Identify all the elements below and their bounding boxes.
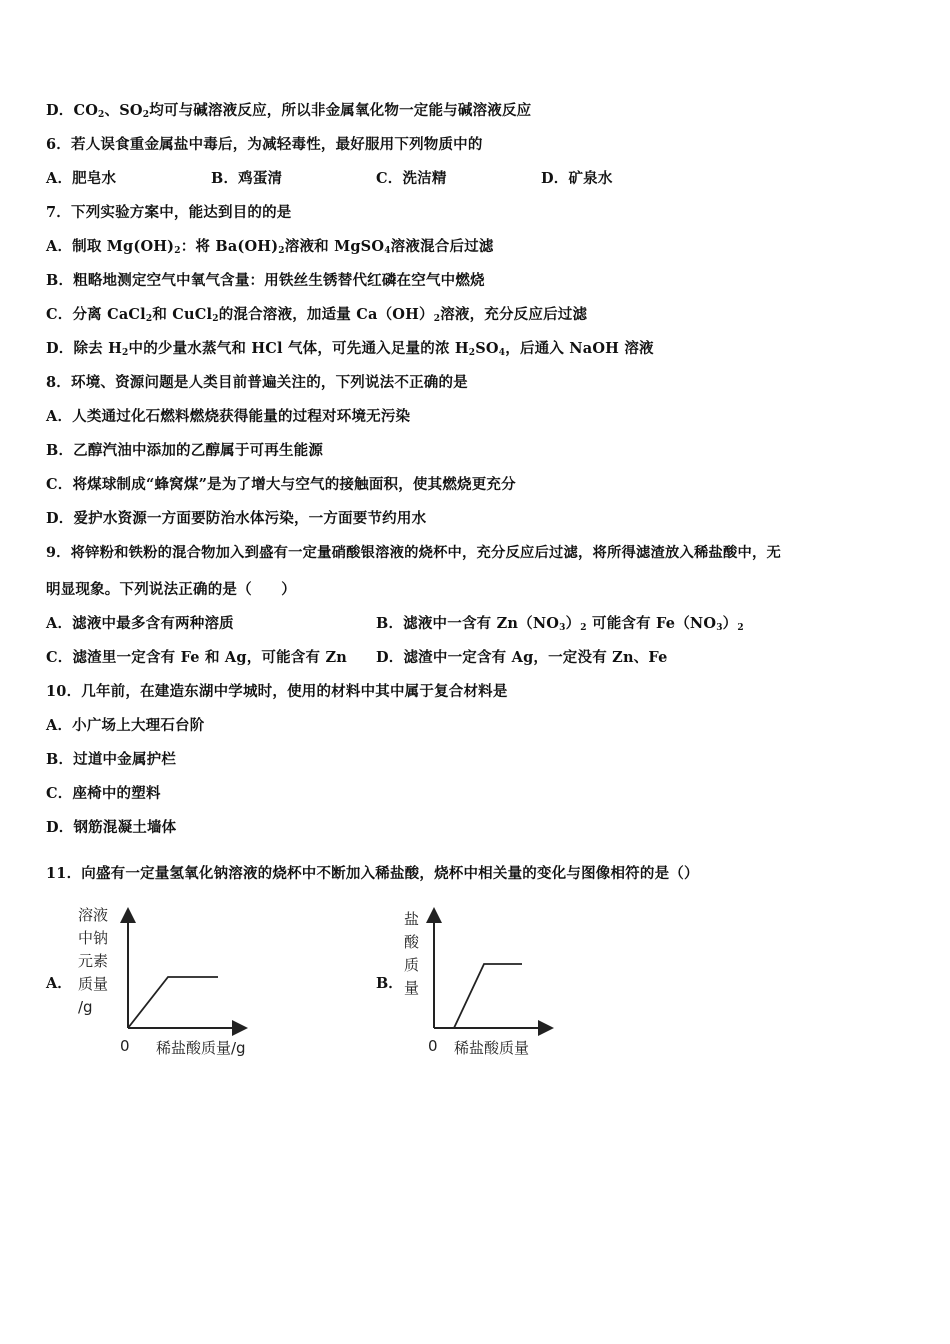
graph-b [428, 905, 558, 1035]
q9-stem-line1: 9．将锌粉和铁粉的混合物加入到盛有一定量硝酸银溶液的烧杯中，充分反应后过滤，将所得滤渣放入稀盐酸中，无 [46, 545, 781, 561]
text: C．分离 CaCl [46, 306, 146, 323]
q10-option-a: A．小广场上大理石台阶 [46, 717, 205, 734]
subscript: 2 [142, 110, 150, 120]
graph-a [120, 905, 250, 1035]
subscript: 4 [384, 246, 391, 256]
subscript: 4 [498, 348, 506, 358]
graph-b-ylabel-line: 酸 [404, 933, 420, 951]
q5-option-d [46, 101, 531, 121]
q8-option-d: D．爱护水资源一方面要防治水体污染，一方面要节约用水 [46, 510, 427, 527]
graph-b-origin: 0 [428, 1037, 438, 1055]
graph-b-ylabel [404, 908, 419, 1000]
q10-option-b: B．过道中金属护栏 [46, 751, 177, 768]
graph-b-ylabel-line: 质 [404, 956, 420, 974]
subscript: 2 [98, 110, 105, 120]
subscript: 2 [580, 623, 587, 633]
q7-option-b: B．粗略地测定空气中氧气含量：用铁丝生锈替代红磷在空气中燃烧 [46, 272, 485, 289]
text: 和 CuCl [152, 306, 213, 323]
graph-a-ylabel-line: 中钠 [78, 929, 109, 947]
q9-option-a: A．滤液中最多含有两种溶质 [46, 615, 234, 632]
graph-b-ylabel-line: 量 [404, 979, 420, 997]
q7-option-a [46, 237, 494, 257]
text: A．制取 Mg(OH) [46, 238, 175, 255]
text: ，后通入 NaOH 溶液 [505, 340, 654, 357]
q9-stem-line2: 明显现象。下列说法正确的是（ ） [46, 581, 296, 598]
q10-option-c: C．座椅中的塑料 [46, 785, 161, 802]
subscript: 2 [212, 314, 219, 324]
q9-option-c: C．滤渣里一定含有 Fe 和 Ag，可能含有 Zn [46, 649, 347, 666]
graph-a-curve [128, 977, 218, 1028]
q10-stem: 10．几年前，在建造东湖中学城时，使用的材料中其中属于复合材料是 [46, 683, 508, 700]
subscript: 3 [559, 623, 566, 633]
q11-option-b-label: B． [376, 975, 403, 992]
subscript: 2 [145, 314, 153, 324]
text: ） [722, 615, 738, 632]
subscript: 2 [433, 314, 441, 324]
graph-a-xlabel: 稀盐酸质量/g [156, 1039, 246, 1057]
graph-a-ylabel-line: 元素 [78, 952, 109, 970]
graph-a-ylabel [78, 904, 108, 1019]
q6-option-c: C．洗洁精 [376, 170, 447, 187]
graph-a-ylabel-line: 溶液 [78, 906, 109, 924]
graph-a-origin: 0 [120, 1037, 130, 1055]
q11-option-a-label: A． [46, 975, 72, 992]
text: ） [565, 615, 581, 632]
subscript: 2 [468, 348, 476, 358]
q8-option-b: B．乙醇汽油中添加的乙醇属于可再生能源 [46, 442, 324, 459]
q9-option-d: D．滤渣中一定含有 Ag，一定没有 Zn、Fe [376, 649, 668, 666]
q8-stem: 8．环境、资源问题是人类目前普遍关注的，下列说法不正确的是 [46, 374, 468, 391]
text: 溶液，充分反应后过滤 [440, 306, 588, 323]
text: 、SO [104, 102, 143, 119]
q11-stem: 11．向盛有一定量氢氧化钠溶液的烧杯中不断加入稀盐酸，烧杯中相关量的变化与图像相符的是（） [46, 865, 699, 882]
text: D．CO [46, 102, 99, 119]
text: SO [475, 340, 499, 357]
q6-option-a: A．肥皂水 [46, 170, 117, 187]
graph-b-xlabel: 稀盐酸质量 [454, 1039, 530, 1057]
q6-stem: 6．若人误食重金属盐中毒后，为减轻毒性，最好服用下列物质中的 [46, 136, 483, 153]
text: 溶液混合后过滤 [390, 238, 494, 255]
q8-option-a: A．人类通过化石燃料燃烧获得能量的过程对环境无污染 [46, 408, 411, 425]
graph-a-ylabel-line: /g [78, 998, 93, 1016]
q10-option-d: D．钢筋混凝土墙体 [46, 819, 177, 836]
q6-option-d: D．矿泉水 [541, 170, 613, 187]
q6-option-b: B．鸡蛋清 [211, 170, 283, 187]
q7-stem: 7．下列实验方案中，能达到目的的是 [46, 204, 292, 221]
graph-b-curve [434, 964, 522, 1028]
q9-option-b [376, 614, 744, 634]
graph-a-ylabel-line: 质量 [78, 975, 109, 993]
subscript: 2 [122, 348, 129, 358]
text: 中的少量水蒸气和 HCl 气体，可先通入足量的浓 H [128, 340, 469, 357]
subscript: 2 [174, 246, 181, 256]
text: 可能含有 Fe（NO [586, 615, 717, 632]
text: 的混合溶液，加适量 Ca（OH） [218, 306, 434, 323]
q7-option-c [46, 305, 587, 325]
q8-option-c: C．将煤球制成“蜂窝煤”是为了增大与空气的接触面积，使其燃烧更充分 [46, 476, 516, 493]
text: 均可与碱溶液反应，所以非金属氧化物一定能与碱溶液反应 [149, 102, 532, 119]
text: B．滤液中一含有 Zn（NO [376, 615, 560, 632]
q7-option-d [46, 339, 654, 359]
subscript: 2 [278, 246, 285, 256]
text: 溶液和 MgSO [284, 238, 385, 255]
graph-b-ylabel-line: 盐 [404, 910, 420, 928]
text: D．除去 H [46, 340, 123, 357]
subscript: 2 [737, 623, 744, 633]
subscript: 3 [716, 623, 723, 633]
text: ：将 Ba(OH) [180, 238, 279, 255]
